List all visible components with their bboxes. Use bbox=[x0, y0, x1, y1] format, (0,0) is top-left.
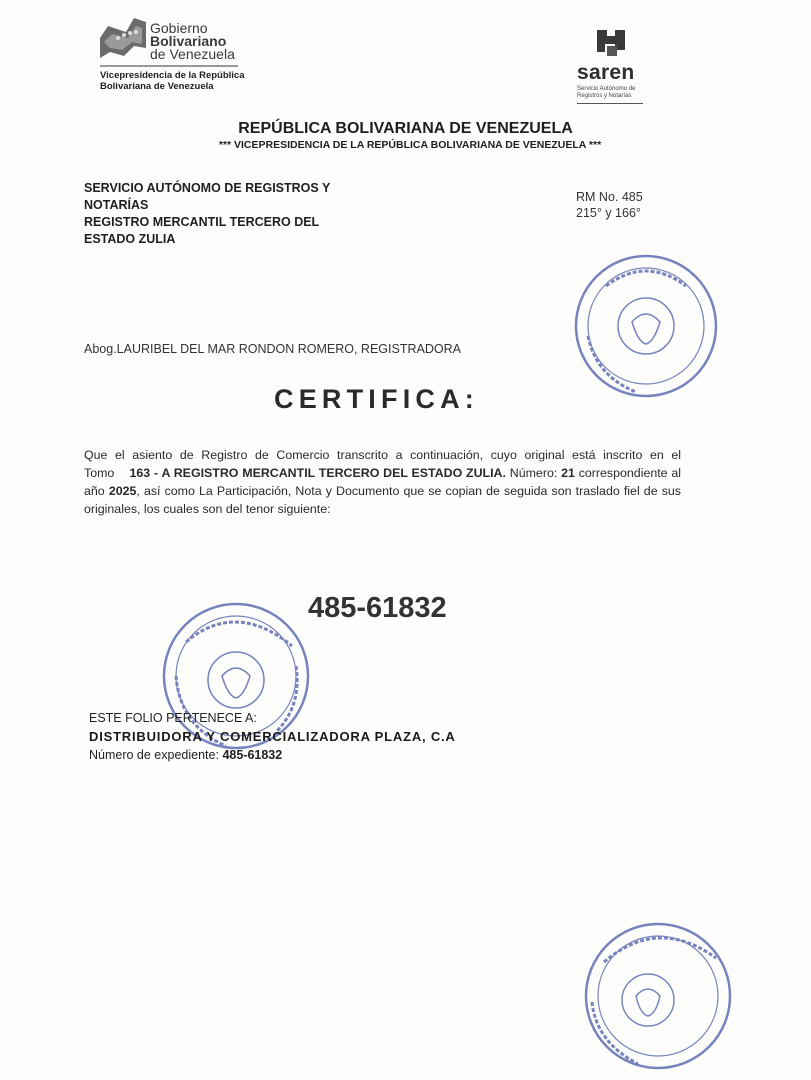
office-line4: ESTADO ZULIA bbox=[84, 232, 176, 246]
rm-block bbox=[576, 189, 643, 221]
saren-sub1: Servicio Autónomo de bbox=[577, 86, 636, 92]
gobierno-text bbox=[150, 22, 235, 61]
gov-line2: Bolivariano bbox=[150, 33, 227, 49]
saren-underline bbox=[577, 103, 643, 104]
body-numero: 21 bbox=[561, 466, 575, 480]
body-part3: , así como La Participación, Nota y Documento que se copian de seguida son traslado fiel de sus originales, los cuales son del tenor siguiente: bbox=[84, 484, 681, 516]
folio-label: ESTE FOLIO PERTENECE A: bbox=[89, 711, 257, 725]
body-part1: Que el asiento de Registro de Comercio transcrito a continuación, cuyo original está inscrito en el Tomo bbox=[84, 448, 681, 480]
saren-wordmark: saren bbox=[577, 61, 635, 84]
expediente-number: 485-61832 bbox=[222, 748, 283, 762]
gov-line1: Gobierno bbox=[150, 20, 208, 36]
document-title: REPÚBLICA BOLIVARIANA DE VENEZUELA bbox=[238, 120, 573, 137]
office-line1: SERVICIO AUTÓNOMO DE REGISTROS Y bbox=[84, 181, 331, 195]
company-name: DISTRIBUIDORA Y COMERCIALIZADORA PLAZA, C.A bbox=[89, 729, 456, 744]
rm-years: 215° y 166° bbox=[576, 206, 641, 220]
document-subtitle: *** VICEPRESIDENCIA DE LA REPÚBLICA BOLIVARIANA DE VENEZUELA *** bbox=[218, 139, 602, 151]
expediente-label: Número de expediente: bbox=[89, 748, 219, 762]
body-numero-label: Número: bbox=[509, 466, 558, 480]
body-tomo: 163 - A REGISTRO MERCANTIL TERCERO DEL ESTADO ZULIA. bbox=[129, 466, 506, 480]
expediente-line bbox=[89, 748, 282, 762]
certification-paragraph bbox=[84, 446, 681, 518]
rm-number: RM No. 485 bbox=[576, 190, 643, 204]
office-block bbox=[84, 180, 330, 248]
official-seal-stamp bbox=[566, 246, 722, 410]
gov-sub1: Vicepresidencia de la República bbox=[100, 70, 245, 81]
document-number: 485-61832 bbox=[308, 592, 447, 624]
office-line2: NOTARÍAS bbox=[84, 198, 149, 212]
registrar-name: Abog.LAURIBEL DEL MAR RONDON ROMERO, REGISTRADORA bbox=[84, 342, 461, 356]
gobierno-subtitle bbox=[100, 70, 245, 92]
saren-subtitle bbox=[577, 86, 635, 100]
body-part2: correspondiente al año bbox=[84, 466, 682, 498]
certifica-heading: CERTIFICA: bbox=[274, 384, 479, 414]
gov-line3: de Venezuela bbox=[150, 46, 235, 62]
body-year: 2025 bbox=[108, 484, 137, 498]
office-line3: REGISTRO MERCANTIL TERCERO DEL bbox=[84, 215, 320, 229]
gov-sub2: Bolivariana de Venezuela bbox=[100, 81, 214, 92]
saren-sub2: Registros y Notarías bbox=[577, 93, 632, 99]
official-seal-stamp-bottom bbox=[578, 912, 738, 1072]
